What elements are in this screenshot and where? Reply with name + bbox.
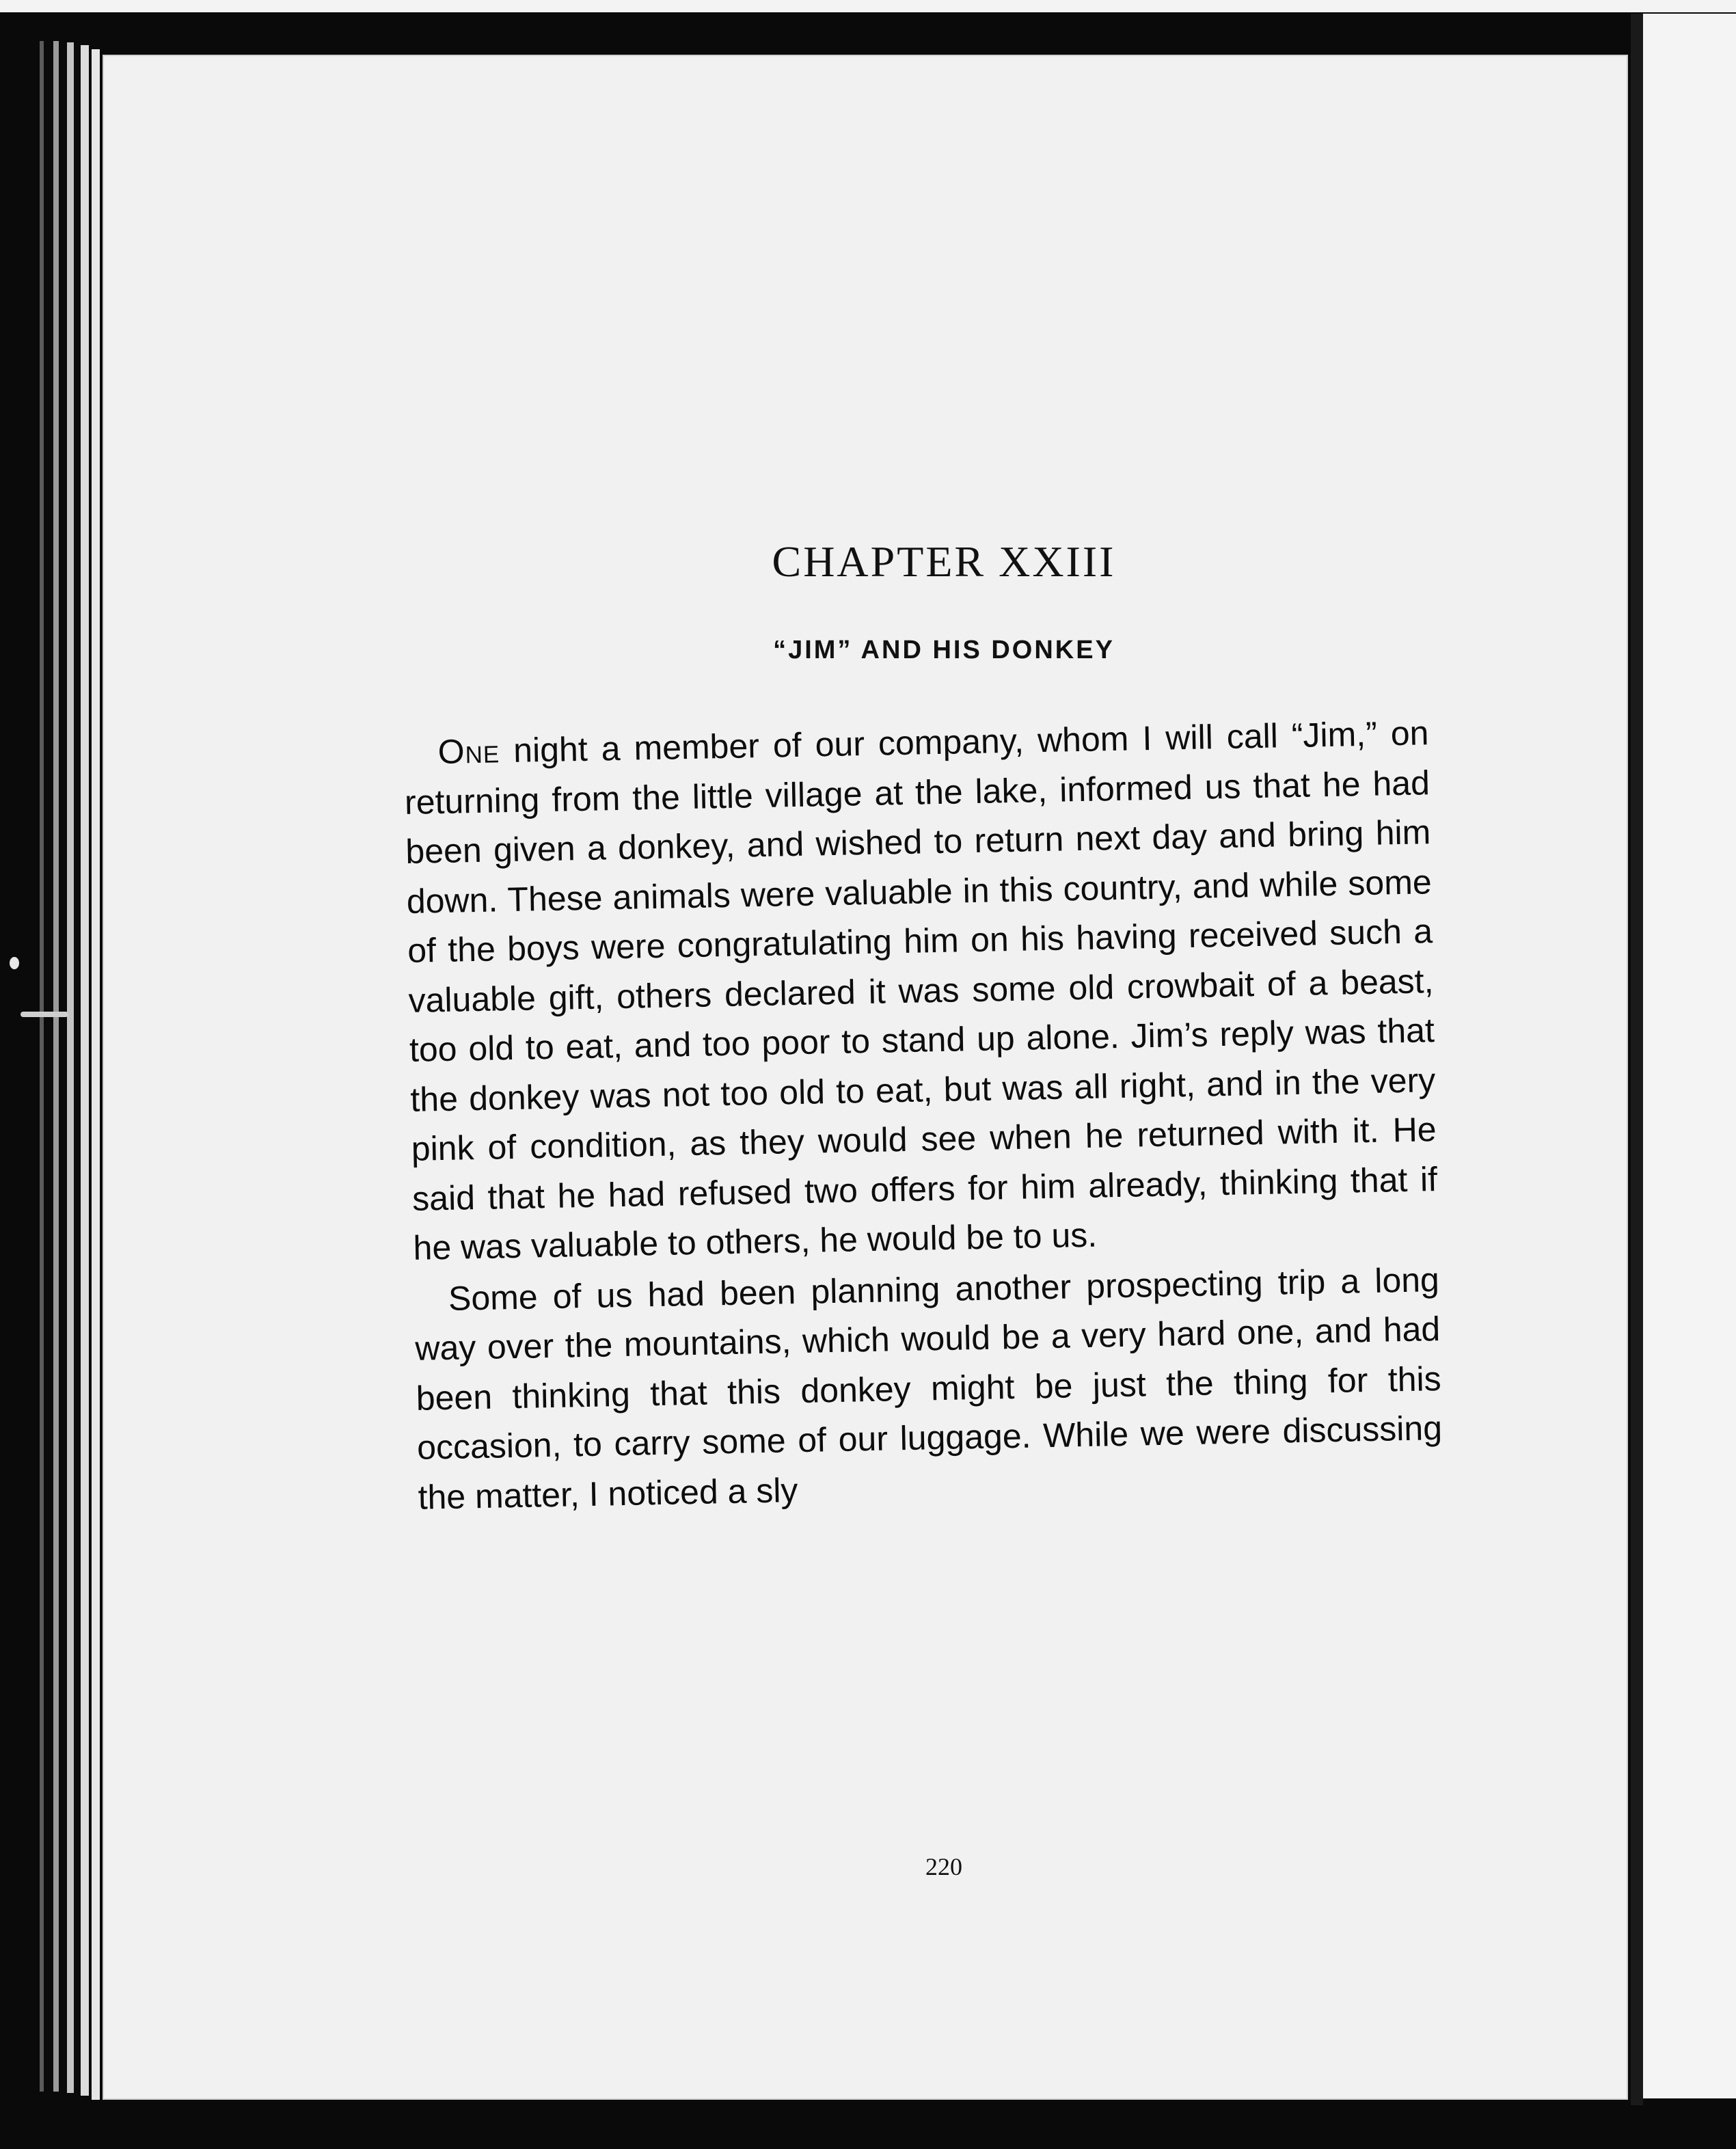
paragraph: [413, 1255, 1443, 1522]
page-block-edge: [81, 45, 89, 2096]
page-block-edge: [67, 42, 74, 2093]
page-block-edge: [40, 41, 44, 2092]
body-text: [403, 708, 1443, 1524]
paragraph-text: night a member of our company, whom I will call “Jim,” on returning from the little village at the lake, informed us that he had been given a donkey, and wished to return next day and bring him down. These animals were valuable in this country, and while some of the boys were congratulating him on his having received such a valuable gift, others declared it was some old crowbait of a beast, too old to eat, and too poor to stand up alone. Jim’s reply was that the donkey was not too old to eat, but was all right, and in the very pink of condition, as they would see when he returned with it. He said that he had refused two offers for him already, thinking that if he was valuable to others, he would be to us.: [404, 714, 1438, 1267]
facing-page-edge: [1643, 14, 1736, 2098]
scanner-top-edge: [0, 0, 1736, 12]
book-page: [103, 55, 1628, 2100]
chapter-subtitle: “JIM” AND HIS DONKEY: [773, 636, 1115, 664]
page-block-edge: [92, 49, 100, 2100]
paragraph-first-word: Some: [448, 1277, 539, 1318]
page-number: 220: [925, 1853, 962, 1880]
book-gutter: [1631, 14, 1643, 2105]
paragraph: [403, 708, 1439, 1273]
page-block-edge: [53, 41, 59, 2092]
chapter-heading: CHAPTER XXIII: [772, 537, 1116, 586]
paragraph-first-word: One: [437, 731, 500, 772]
paragraph-text: of us had been planning another prospecting trip a long way over the mountains, which would be a very hard one, and had been thinking that this donkey might be just the thing for this occasion, to carry some of our luggage. While we were discussing the matter, I noticed a sly: [414, 1260, 1443, 1517]
scan-speck: [10, 957, 19, 969]
scan-speck: [21, 1012, 68, 1017]
